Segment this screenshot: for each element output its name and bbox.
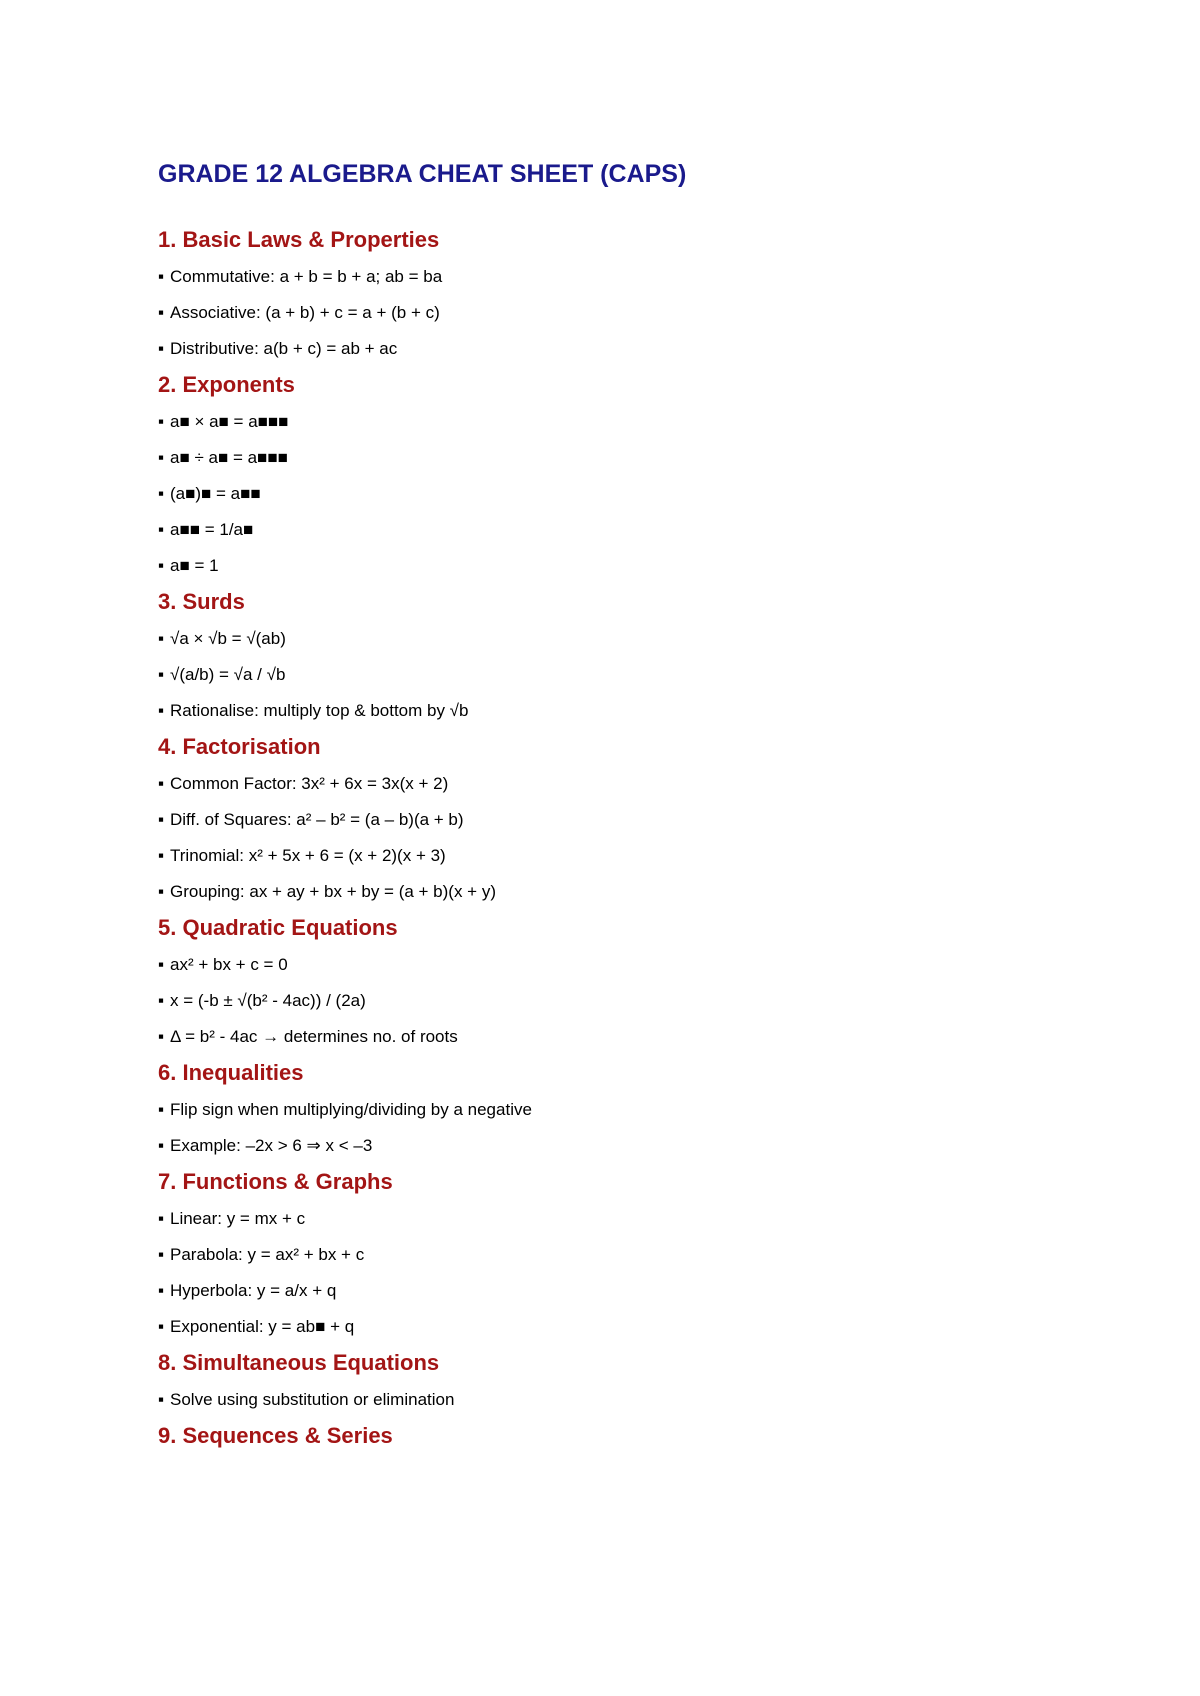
list-item — [158, 773, 1118, 795]
bullet-icon: ▪ — [158, 1390, 165, 1409]
bullet-icon: ▪ — [158, 1136, 165, 1155]
list-item — [158, 809, 1118, 831]
list-item-text: Commutative: a + b = b + a; ab = ba — [170, 267, 443, 286]
list-item — [158, 954, 1118, 976]
bullet-icon: ▪ — [158, 339, 165, 358]
list-item — [158, 1316, 1118, 1338]
list-item-text: Associative: (a + b) + c = a + (b + c) — [170, 303, 440, 322]
list-item-text: Example: –2x > 6 ⇒ x < –3 — [170, 1136, 373, 1155]
section-heading: 9. Sequences & Series — [158, 1423, 393, 1448]
section-6 — [158, 1059, 1118, 1157]
bullet-icon: ▪ — [158, 701, 165, 720]
bullet-icon: ▪ — [158, 556, 165, 575]
list-item — [158, 411, 1118, 433]
list-item-text: Exponential: y = ab■ + q — [170, 1317, 355, 1336]
list-item-text: Linear: y = mx + c — [170, 1209, 306, 1228]
list-item — [158, 302, 1118, 324]
list-item-text: a■ = 1 — [170, 556, 219, 575]
list-item-text: Distributive: a(b + c) = ab + ac — [170, 339, 398, 358]
list-item-text: Trinomial: x² + 5x + 6 = (x + 2)(x + 3) — [170, 846, 446, 865]
list-item-text: Solve using substitution or elimination — [170, 1390, 455, 1409]
bullet-icon: ▪ — [158, 484, 165, 503]
list-item — [158, 664, 1118, 686]
bullet-icon: ▪ — [158, 846, 165, 865]
list-item — [158, 266, 1118, 288]
list-item — [158, 338, 1118, 360]
bullet-icon: ▪ — [158, 810, 165, 829]
bullet-icon: ▪ — [158, 1209, 165, 1228]
list-item — [158, 1244, 1118, 1266]
section-heading: 6. Inequalities — [158, 1060, 304, 1085]
section-4 — [158, 733, 1118, 903]
section-heading: 3. Surds — [158, 589, 245, 614]
document-page — [158, 158, 1118, 1462]
bullet-icon: ▪ — [158, 1281, 165, 1300]
list-item — [158, 845, 1118, 867]
list-item — [158, 628, 1118, 650]
list-item-text: ax² + bx + c = 0 — [170, 955, 288, 974]
list-item — [158, 1135, 1118, 1157]
bullet-icon: ▪ — [158, 448, 165, 467]
list-item — [158, 1208, 1118, 1230]
bullet-icon: ▪ — [158, 267, 165, 286]
list-item-text: x = (-b ± √(b² - 4ac)) / (2a) — [170, 991, 366, 1010]
section-heading: 5. Quadratic Equations — [158, 915, 398, 940]
section-3 — [158, 588, 1118, 722]
document-title: GRADE 12 ALGEBRA CHEAT SHEET (CAPS) — [158, 160, 687, 188]
list-item — [158, 881, 1118, 903]
list-item — [158, 990, 1118, 1012]
section-2 — [158, 371, 1118, 577]
bullet-icon: ▪ — [158, 1027, 165, 1046]
list-item-text: a■■ = 1/a■ — [170, 520, 254, 539]
bullet-icon: ▪ — [158, 629, 165, 648]
list-item — [158, 1099, 1118, 1121]
list-item — [158, 483, 1118, 505]
section-heading: 8. Simultaneous Equations — [158, 1350, 440, 1375]
list-item — [158, 555, 1118, 577]
list-item-text: √a × √b = √(ab) — [170, 629, 286, 648]
list-item-text: Diff. of Squares: a² – b² = (a – b)(a + b) — [170, 810, 464, 829]
list-item-text: Δ = b² - 4ac → determines no. of roots — [170, 1027, 458, 1046]
list-item-text: Parabola: y = ax² + bx + c — [170, 1245, 365, 1264]
bullet-icon: ▪ — [158, 412, 165, 431]
list-item — [158, 1280, 1118, 1302]
bullet-icon: ▪ — [158, 1245, 165, 1264]
list-item-text: Rationalise: multiply top & bottom by √b — [170, 701, 469, 720]
list-item-text: √(a/b) = √a / √b — [170, 665, 286, 684]
bullet-icon: ▪ — [158, 774, 165, 793]
list-item-text: a■ × a■ = a■■■ — [170, 412, 289, 431]
list-item-text: Grouping: ax + ay + bx + by = (a + b)(x + y) — [170, 882, 496, 901]
section-heading: 2. Exponents — [158, 372, 295, 397]
section-7 — [158, 1168, 1118, 1338]
bullet-icon: ▪ — [158, 1317, 165, 1336]
list-item — [158, 1026, 1118, 1048]
list-item-text: Common Factor: 3x² + 6x = 3x(x + 2) — [170, 774, 449, 793]
bullet-icon: ▪ — [158, 991, 165, 1010]
list-item-text: (a■)■ = a■■ — [170, 484, 261, 503]
bullet-icon: ▪ — [158, 520, 165, 539]
list-item — [158, 700, 1118, 722]
section-5 — [158, 914, 1118, 1048]
bullet-icon: ▪ — [158, 303, 165, 322]
section-heading: 4. Factorisation — [158, 734, 321, 759]
list-item — [158, 1389, 1118, 1411]
section-9 — [158, 1422, 1118, 1450]
list-item-text: a■ ÷ a■ = a■■■ — [170, 448, 288, 467]
bullet-icon: ▪ — [158, 882, 165, 901]
section-heading: 1. Basic Laws & Properties — [158, 227, 440, 252]
section-8 — [158, 1349, 1118, 1411]
list-item — [158, 447, 1118, 469]
bullet-icon: ▪ — [158, 1100, 165, 1119]
section-heading: 7. Functions & Graphs — [158, 1169, 393, 1194]
sections-container — [158, 226, 1118, 1450]
bullet-icon: ▪ — [158, 955, 165, 974]
bullet-icon: ▪ — [158, 665, 165, 684]
section-1 — [158, 226, 1118, 360]
list-item-text: Flip sign when multiplying/dividing by a negative — [170, 1100, 532, 1119]
list-item — [158, 519, 1118, 541]
list-item-text: Hyperbola: y = a/x + q — [170, 1281, 337, 1300]
